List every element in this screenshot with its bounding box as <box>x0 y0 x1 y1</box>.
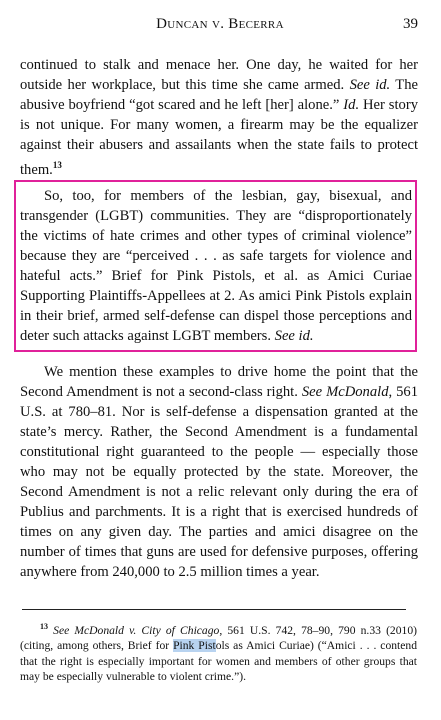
footnote-13 <box>20 619 417 684</box>
footnote-text: , 561 U.S. 742, 78–90, 790 n.33 (2010) (citing, among others, Brief for <box>20 623 417 653</box>
citation: Id. <box>343 97 360 113</box>
page-number: 39 <box>403 16 418 32</box>
paragraph-second-amendment <box>20 362 418 582</box>
footnote-reference[interactable]: 13 <box>52 160 62 170</box>
paragraph-text: Her story is not unique. For many women, a firearm may be the equalizer against their abusers and assailants when the state fails to protect them. <box>20 97 418 178</box>
citation: See id. <box>274 328 314 344</box>
case-citation: See McDonald v. City of Chicago <box>53 623 220 637</box>
page-header <box>22 16 418 38</box>
footnote-text: ols as Amici Curiae) (“Amici . . . contend that the right is especially important for women and members of other groups that may be especially vulnerable to violent crime.”). <box>20 639 417 684</box>
paragraph-lgbt <box>20 186 412 346</box>
paragraph-text: , 561 U.S. at 780–81. Nor is self-defense a dispensation granted at the state’s mercy. Rather, the Second Amendment is a fundamental constitutional right guaranteed to the people — especially those who may not be equally protected by the state. Moreover, the Second Amendment is not a relic relevant only during the era of Publius and parchments. It is a right that is exercised hundreds of times on any given day. The parties and amici disagree on the number of times that guns are used for defensive purposes, offering anywhere from 240,000 to 2.5 million times a year. <box>20 384 418 580</box>
citation: See id. <box>349 77 391 93</box>
paragraph-text: The abusive boyfriend “got scared and he left [her] alone.” <box>20 77 418 113</box>
text-selection[interactable]: Pink Pist <box>173 639 216 653</box>
paragraph-text: We mention these examples to drive home the point that the Second Amendment is not a second-class right. <box>20 364 418 400</box>
footnote-number: 13 <box>40 622 48 631</box>
running-title: Duncan v. Becerra <box>156 16 284 32</box>
paragraph-abused-woman <box>20 55 418 180</box>
footnote-divider <box>22 609 406 610</box>
citation: See McDonald <box>301 384 389 400</box>
paragraph-text: continued to stalk and menace her. One day, he waited for her outside her workplace, but this time she came armed. <box>20 57 418 93</box>
paragraph-text: So, too, for members of the lesbian, gay, bisexual, and transgender (LGBT) communities. They are “disproportionately the victims of hate crimes and other types of criminal violence” because they are “perceived . . . as safe targets for violence and hateful acts.” Brief for Pink Pistols, et al. as Amici Curiae Supporting Plaintiffs-Appellees at 2. As amici Pink Pistols explain in their brief, armed self-defense can dispel those perceptions and deter such attacks against LGBT members. <box>20 188 412 344</box>
